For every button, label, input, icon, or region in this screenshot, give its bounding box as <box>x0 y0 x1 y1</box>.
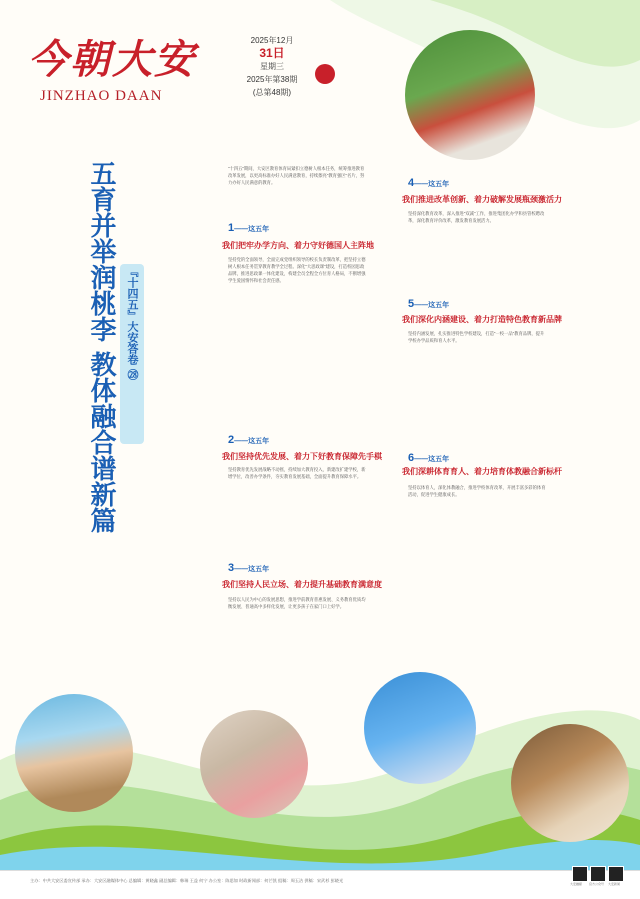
photo-children-outdoor <box>15 694 133 812</box>
qr-label-1: 大安融媒 <box>570 882 583 886</box>
date-year-month: 2025年12月 <box>250 36 294 45</box>
photo-school-campus <box>405 30 535 160</box>
section-2-body: 坚持教育优先发展战略不动摇，持续加大教育投入，新建改扩建学校，新增学位，改善办学条件，夯实教育发展基础，全面提升教育保障水平。 <box>228 467 366 479</box>
section-1-body: 坚持党的全面领导，全面完成党组织领导的校长负责制改革，把坚持立德树人根本任务贯穿教育教学全过程。深化"大思政课"建设，打造校园思政品牌，推进思政课一体化建设，构建全员全程全方位育人格局，不断增强学生爱国情怀和社会责任感。 <box>228 257 366 283</box>
section-5-number: 5——这五年 <box>408 298 450 310</box>
main-headline: 五育并举润桃李 教体融合谱新篇 <box>86 160 116 534</box>
section-3-title: 我们坚持人民立场、着力提升基础教育满意度 <box>222 580 382 589</box>
section-6-title: 我们深耕体育育人、着力培育体教融合新标杆 <box>402 467 562 476</box>
section-6-body: 坚持以体育人，深化体教融合，推进学校体育改革，开展丰富多彩的体育活动，促进学生健康成长。 <box>408 485 546 497</box>
qr-label-3: 大安新闻 <box>608 882 621 886</box>
media-center-logo-icon <box>315 64 335 84</box>
footer-credits: 主办：中共大安区委宣传部 承办：大安区融媒体中心 总编辑：黄晓鑫 副总编辑：韩瑞 王益 何宁 办公室：陈思如 时政新闻部：何芒凯 组稿：周玉洁 供稿：宋武杉 彭晓光 <box>30 878 344 883</box>
intro-paragraph: "十四五"期间，大安区教育体育局紧扣立德树人根本任务，统筹推进教育改革发展，以更高标准办好人民满意教育，持续擦亮"教育强区"名片，努力办好人民满意的教育。 <box>228 166 365 185</box>
qr-label-2: 官方公众号 <box>589 882 605 886</box>
photo-dining-hall <box>511 724 629 842</box>
footer-bar <box>0 870 640 899</box>
date-box <box>242 34 302 99</box>
section-4-number: 4——这五年 <box>408 177 450 189</box>
qr-code-3-icon <box>608 866 624 882</box>
section-4-title: 我们推进改革创新、着力破解发展瓶颈激活力 <box>402 195 562 204</box>
masthead <box>28 30 228 90</box>
date-issue: 2025年第38期 <box>246 75 298 84</box>
date-day: 31日 <box>259 46 285 60</box>
photo-child-activity <box>200 710 308 818</box>
masthead-title: 今朝大安 <box>28 36 196 83</box>
section-1-title: 我们把牢办学方向、着力守好德国人主阵地 <box>222 241 374 250</box>
section-2-title: 我们坚持优先发展、着力下好教育保障先手棋 <box>222 452 382 461</box>
qr-code-1-icon <box>572 866 588 882</box>
section-5-body: 坚持内涵发展，扎实推进特色学校建设，打造"一校一品"教育品牌，提升学校办学品质和育人水平。 <box>408 331 545 343</box>
section-4-body: 坚持深化教育改革，深入推进"双减"工作，推进集团化办学和县管校聘改革，深化教育评价改革，激发教育发展活力。 <box>408 211 545 223</box>
series-badge: 『十四五』大安答卷 ㉘ <box>126 266 139 380</box>
section-3-body: 坚持以人民为中心的发展思想，推进学前教育普惠发展、义务教育优质均衡发展、普通高中多样化发展，让更多孩子在家门口上好学。 <box>228 597 366 609</box>
section-5-title: 我们深化内涵建设、着力打造特色教育新品牌 <box>402 315 562 324</box>
date-weekday: 星期三 <box>260 62 284 71</box>
section-6-number: 6——这五年 <box>408 452 450 464</box>
date-total-issue: (总第48期) <box>252 88 292 97</box>
section-2-number: 2——这五年 <box>228 434 270 446</box>
photo-stage-performance <box>364 672 476 784</box>
section-3-number: 3——这五年 <box>228 562 270 574</box>
masthead-pinyin: JINZHAO DAAN <box>40 88 163 104</box>
qr-code-2-icon <box>590 866 606 882</box>
section-1-number: 1——这五年 <box>228 222 270 234</box>
